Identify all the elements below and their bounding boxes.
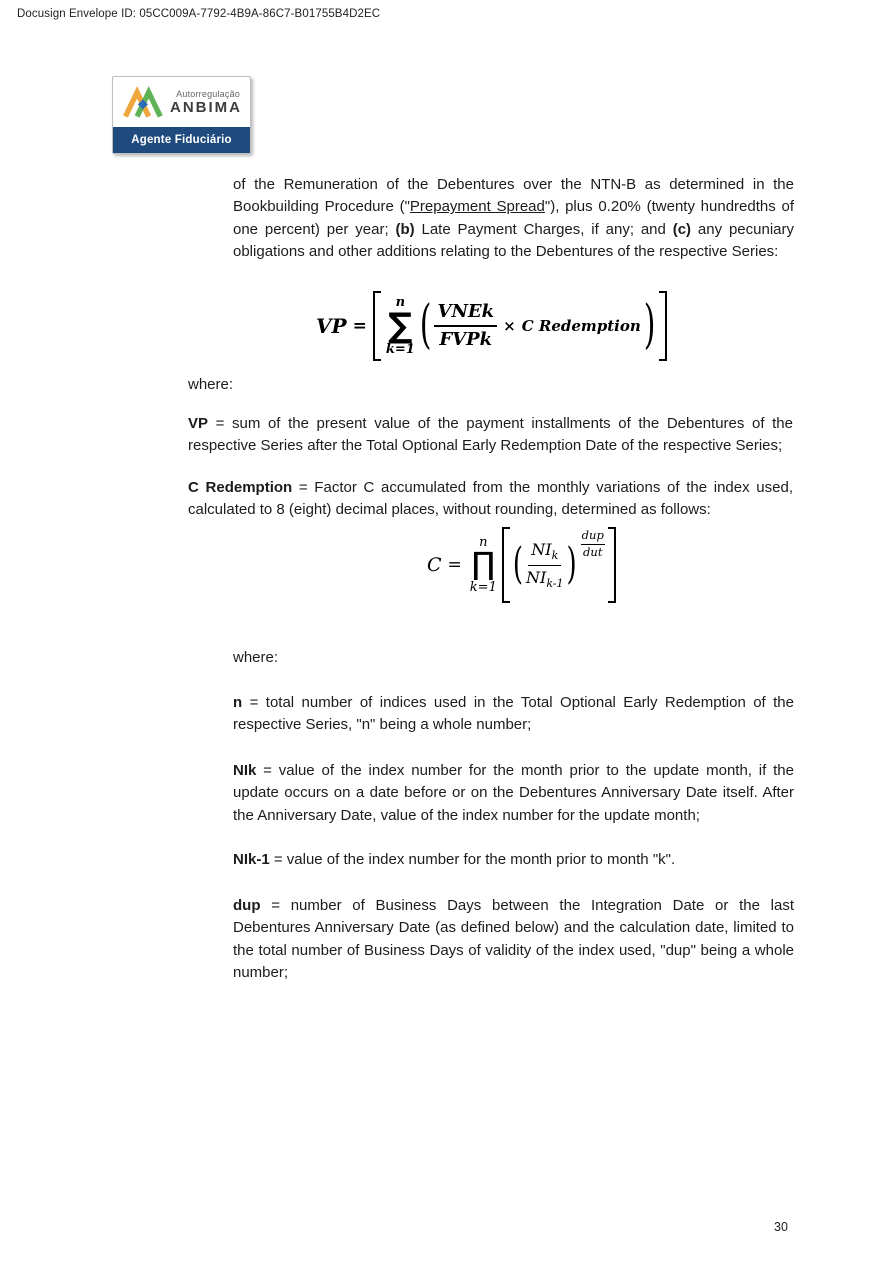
fraction-denominator: FVPk: [439, 329, 493, 350]
left-parenthesis: (: [419, 294, 432, 356]
formula-vp-lhs: VP: [316, 314, 347, 338]
fraction-denominator: $NI_{k-1}$: [526, 567, 564, 590]
right-parenthesis: ): [643, 294, 656, 356]
nik-definition: NIk = value of the index number for the month prior to the update month, if the update occurs on a date before or on the Debentures Anniversary Date itself. After the Anniversary Date, value of the index number for the update month;: [233, 762, 794, 824]
multiplication-sign: ×: [503, 317, 516, 335]
product-lower-limit: k=1: [469, 579, 497, 595]
vp-definition: VP = sum of the present value of the payment installments of the Debentures of the respective Series after the Total Optional Early Redemption Date of the respective Series;: [188, 415, 793, 455]
c-redemption-definition: C Redemption = Factor C accumulated from the monthly variations of the index used, calculated to 8 (eight) decimal places, without rounding, determined as follows:: [188, 479, 793, 519]
intro-paragraph: of the Remuneration of the Debentures over the NTN-B as determined in the Bookbuilding Procedure ("Prepayment Spread"), plus 0.20% (twenty hundredths of one percent) per year; (b) Late Payment Charges, if any; and (c) any pecuniary obligations and other additions relating to the Debentures of the respective Series:: [233, 176, 794, 261]
right-square-bracket: [659, 291, 667, 361]
ni-ratio-fraction: [526, 540, 564, 590]
anbima-logo-card: [112, 76, 251, 154]
formula-c: [427, 527, 616, 603]
product-operator: [470, 536, 497, 593]
pi-product-icon: ∏: [471, 546, 496, 583]
dup-definition: dup = number of Business Days between the Integration Date or the last Debentures Anniversary Date (as defined below) and the calculation date, limited to the total number of Business Days of validity of the index used, "dup" being a whole number;: [233, 897, 794, 982]
left-square-bracket: [373, 291, 381, 361]
sigma-icon: ∑: [388, 305, 413, 346]
n-definition: n = total number of indices used in the Total Optional Early Redemption of the respective Series, "n" being a whole number;: [233, 694, 794, 734]
agente-fiduciario-banner: Agente Fiduciário: [113, 127, 250, 153]
summation-operator: [386, 296, 415, 356]
left-square-bracket: [502, 527, 510, 603]
fraction-numerator: VNEk: [434, 301, 497, 327]
nik1-definition: NIk-1 = value of the index number for the month prior to month "k".: [233, 851, 676, 868]
formula-vp-equals: =: [352, 316, 367, 336]
dup-dut-exponent: [581, 529, 605, 560]
product-upper-limit: n: [479, 535, 488, 551]
sum-lower-limit: k=1: [385, 342, 415, 358]
formula-vp: [316, 291, 667, 361]
fraction-numerator: $NI_k$: [528, 540, 561, 565]
left-parenthesis: (: [512, 540, 523, 590]
c-redemption-factor: C Redemption: [521, 317, 641, 335]
exponent-denominator: dut: [583, 544, 603, 559]
anbima-logo-mark-icon: [121, 84, 163, 122]
anbima-logo-text: [170, 89, 242, 116]
formula-c-lhs: C: [427, 554, 442, 576]
anbima-tagline: Autorregulação: [176, 88, 240, 99]
right-parenthesis: ): [566, 540, 577, 590]
where-label-2: where:: [233, 649, 279, 666]
right-square-bracket: [608, 527, 616, 603]
page-number: 30: [774, 1220, 788, 1234]
anbima-logo-top: [113, 77, 250, 128]
docusign-envelope-id: Docusign Envelope ID: 05CC009A-7792-4B9A-86C7-B01755B4D2EC: [17, 8, 381, 20]
exponent-numerator: dup: [581, 529, 605, 545]
anbima-brand: ANBIMA: [170, 98, 242, 116]
sum-upper-limit: n: [395, 294, 406, 310]
formula-c-equals: =: [447, 555, 462, 575]
vnek-fvpk-fraction: [434, 301, 497, 350]
where-label-1: where:: [188, 376, 234, 393]
